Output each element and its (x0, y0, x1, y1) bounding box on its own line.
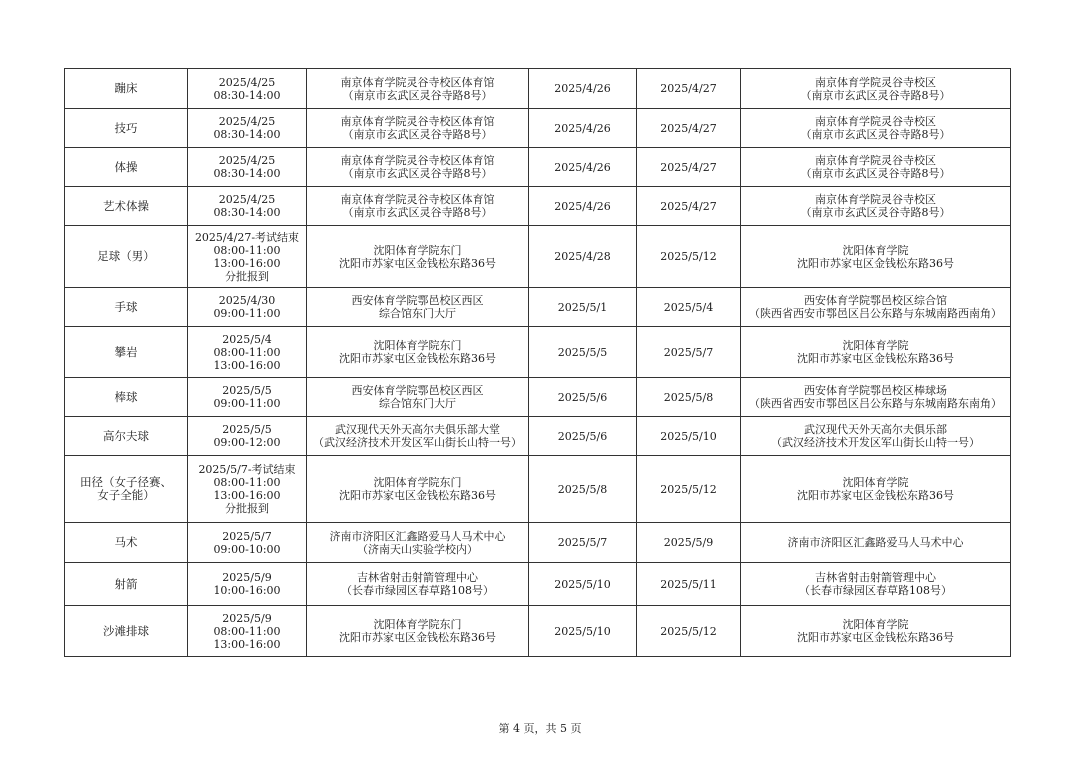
cell-line: 08:30-14:00 (213, 128, 281, 141)
checkin-venue-cell (741, 378, 1011, 417)
cell-line: 南京体育学院灵谷寺校区 (815, 75, 936, 89)
exam-time-cell (188, 187, 307, 226)
arrival-date-cell (529, 288, 637, 327)
schedule-body (65, 69, 1011, 657)
schedule-table (64, 68, 1011, 657)
event-cell (65, 523, 188, 563)
arrival-date-cell (529, 187, 637, 226)
cell-line: （长春市绿园区春草路108号） (799, 584, 952, 597)
cell-line: 沈阳体育学院东门 (373, 339, 462, 352)
cell-line: 2025/4/25 (218, 75, 276, 89)
cell-line: 技巧 (114, 120, 138, 135)
end-date-cell (637, 288, 741, 327)
exam-venue-cell (307, 226, 529, 288)
exam-venue-cell (307, 327, 529, 378)
end-date-cell (637, 378, 741, 417)
cell-line: （陕西省西安市鄠邑区吕公东路与东城南路东南角） (749, 397, 1002, 410)
cell-text: 2025/5/11 (660, 577, 717, 591)
cell-line: 10:00-16:00 (213, 584, 281, 597)
checkin-venue-cell (741, 456, 1011, 523)
checkin-venue-cell (741, 563, 1011, 606)
cell-line: （南京市玄武区灵谷寺路8号） (342, 88, 493, 102)
cell-line: 2025/5/7 (222, 529, 272, 543)
cell-line: 艺术体操 (103, 198, 149, 213)
cell-line: 济南市济阳区汇鑫路爱马人马术中心 (787, 536, 964, 549)
exam-venue-cell (307, 456, 529, 523)
cell-line: 沈阳市苏家屯区金钱松东路36号 (339, 352, 496, 365)
cell-line: （济南天山实验学校内） (357, 542, 478, 556)
cell-line: 2025/5/4 (222, 332, 272, 346)
cell-line: 棒球 (114, 389, 138, 404)
exam-time-cell (188, 109, 307, 148)
exam-venue-cell (307, 69, 529, 109)
end-date-cell (637, 327, 741, 378)
cell-line: 09:00-12:00 (213, 436, 281, 449)
cell-text: 2025/4/26 (554, 199, 611, 213)
cell-text: 2025/4/26 (554, 82, 611, 95)
cell-line: 武汉现代天外天高尔夫俱乐部 (804, 423, 947, 436)
cell-line: 田径（女子径赛、 (80, 475, 172, 489)
arrival-date-cell (529, 456, 637, 523)
exam-venue-cell (307, 378, 529, 417)
exam-time-cell (188, 69, 307, 109)
end-date-cell (637, 456, 741, 523)
cell-line: （南京市玄武区灵谷寺路8号） (342, 206, 493, 219)
cell-line: 女子全能） (97, 488, 155, 502)
arrival-date-cell (529, 69, 637, 109)
checkin-venue-cell (741, 523, 1011, 563)
page-footer: 第 4 页，共 5 页 (498, 722, 582, 735)
table-row (65, 327, 1011, 378)
event-cell (65, 288, 188, 327)
cell-line: （南京市玄武区灵谷寺路8号） (800, 167, 951, 180)
arrival-date-cell (529, 606, 637, 657)
cell-line: 南京体育学院灵谷寺校区 (815, 115, 936, 128)
cell-line: 09:00-10:00 (213, 542, 281, 556)
end-date-cell (637, 226, 741, 288)
cell-line: 蹦床 (114, 81, 138, 95)
cell-line: 手球 (114, 299, 138, 314)
cell-line: 综合馆东门大厅 (379, 307, 456, 320)
cell-line: 西安体育学院鄠邑校区西区 (351, 294, 484, 307)
exam-venue-cell (307, 563, 529, 606)
cell-text: 2025/5/7 (663, 345, 714, 359)
exam-venue-cell (307, 523, 529, 563)
exam-time-cell (188, 378, 307, 417)
event-cell (65, 148, 188, 187)
cell-line: 体操 (114, 159, 138, 174)
arrival-date-cell (529, 523, 637, 563)
cell-line: 南京体育学院灵谷寺校区 (815, 154, 936, 167)
event-cell (65, 417, 188, 456)
cell-text: 2025/5/7 (557, 536, 608, 549)
checkin-venue-cell (741, 327, 1011, 378)
cell-line: 高尔夫球 (103, 428, 149, 443)
cell-line: 射箭 (114, 576, 138, 591)
table-row (65, 69, 1011, 109)
cell-line: 南京体育学院灵谷寺校区体育馆 (340, 115, 495, 128)
end-date-cell (637, 563, 741, 606)
event-cell (65, 606, 188, 657)
cell-line: （南京市玄武区灵谷寺路8号） (800, 206, 951, 219)
table-row (65, 226, 1011, 288)
cell-line: （南京市玄武区灵谷寺路8号） (342, 128, 493, 141)
cell-text: 2025/5/4 (663, 300, 714, 314)
table-row (65, 606, 1011, 657)
cell-line: 08:30-14:00 (213, 167, 281, 180)
cell-line: 09:00-11:00 (213, 307, 281, 320)
end-date-cell (637, 148, 741, 187)
cell-line: 南京体育学院灵谷寺校区体育馆 (340, 154, 495, 167)
table-row (65, 378, 1011, 417)
cell-line: 2025/5/5 (222, 423, 272, 436)
cell-line: 攀岩 (114, 344, 138, 359)
table-row (65, 456, 1011, 523)
cell-line: 吉林省射击射箭管理中心 (357, 571, 478, 584)
cell-line: 南京体育学院灵谷寺校区 (815, 193, 936, 206)
event-cell (65, 563, 188, 606)
exam-time-cell (188, 606, 307, 657)
end-date-cell (637, 69, 741, 109)
cell-line: 沙滩排球 (103, 623, 149, 638)
cell-line: 南京体育学院灵谷寺校区体育馆 (340, 75, 495, 89)
cell-text: 2025/5/6 (557, 390, 608, 404)
checkin-venue-cell (741, 226, 1011, 288)
checkin-venue-cell (741, 606, 1011, 657)
cell-line: 分批报到 (225, 269, 269, 283)
exam-time-cell (188, 148, 307, 187)
table-row (65, 563, 1011, 606)
exam-venue-cell (307, 187, 529, 226)
cell-line: 2025/4/25 (218, 115, 276, 128)
exam-venue-cell (307, 417, 529, 456)
cell-line: 09:00-11:00 (213, 397, 281, 410)
cell-line: （南京市玄武区灵谷寺路8号） (342, 167, 493, 180)
cell-line: 13:00-16:00 (213, 256, 281, 270)
arrival-date-cell (529, 327, 637, 378)
cell-line: 08:30-14:00 (213, 206, 281, 219)
cell-text: 2025/4/28 (554, 250, 611, 263)
event-cell (65, 327, 188, 378)
checkin-venue-cell (741, 187, 1011, 226)
end-date-cell (637, 417, 741, 456)
cell-text: 2025/4/27 (660, 121, 717, 135)
cell-line: 2025/5/5 (222, 384, 272, 397)
end-date-cell (637, 109, 741, 148)
checkin-venue-cell (741, 69, 1011, 109)
cell-line: 沈阳体育学院 (842, 618, 909, 631)
arrival-date-cell (529, 563, 637, 606)
cell-line: 2025/4/27-考试结束 (194, 230, 300, 244)
cell-line: 沈阳体育学院东门 (373, 618, 462, 631)
cell-line: 13:00-16:00 (213, 637, 281, 651)
cell-line: （武汉经济技术开发区军山街长山特一号） (771, 436, 980, 449)
table-row (65, 288, 1011, 327)
event-cell (65, 226, 188, 288)
cell-line: （南京市玄武区灵谷寺路8号） (800, 128, 951, 141)
event-cell (65, 378, 188, 417)
cell-text: 2025/5/1 (557, 300, 608, 314)
cell-text: 2025/5/10 (554, 624, 611, 638)
exam-venue-cell (307, 148, 529, 187)
event-cell (65, 109, 188, 148)
cell-line: 2025/5/9 (222, 571, 272, 584)
cell-line: 08:00-11:00 (213, 624, 281, 638)
cell-text: 2025/5/5 (557, 345, 608, 359)
event-cell (65, 69, 188, 109)
exam-time-cell (188, 417, 307, 456)
cell-line: 08:30-14:00 (213, 88, 281, 102)
exam-venue-cell (307, 109, 529, 148)
end-date-cell (637, 523, 741, 563)
cell-text: 2025/5/6 (557, 429, 608, 443)
cell-text: 2025/4/27 (660, 82, 717, 95)
cell-text: 2025/5/8 (557, 482, 608, 496)
cell-line: 2025/5/9 (222, 611, 272, 625)
cell-text: 2025/5/10 (660, 429, 717, 443)
checkin-venue-cell (741, 109, 1011, 148)
exam-time-cell (188, 226, 307, 288)
cell-line: 沈阳市苏家屯区金钱松东路36号 (797, 256, 954, 270)
cell-line: 沈阳市苏家屯区金钱松东路36号 (339, 256, 496, 270)
cell-line: 西安体育学院鄠邑校区西区 (351, 384, 484, 397)
cell-line: 08:00-11:00 (213, 476, 281, 489)
cell-line: 分批报到 (225, 502, 269, 515)
cell-line: （长春市绿园区春草路108号） (341, 584, 494, 597)
cell-line: 08:00-11:00 (213, 345, 281, 359)
table-row (65, 523, 1011, 563)
arrival-date-cell (529, 109, 637, 148)
arrival-date-cell (529, 378, 637, 417)
event-cell (65, 187, 188, 226)
end-date-cell (637, 606, 741, 657)
table-row (65, 148, 1011, 187)
cell-text: 2025/5/8 (663, 390, 714, 404)
checkin-venue-cell (741, 288, 1011, 327)
cell-line: 沈阳市苏家屯区金钱松东路36号 (797, 631, 954, 644)
cell-line: （陕西省西安市鄠邑区吕公东路与东城南路西南角） (749, 307, 1002, 320)
cell-text: 2025/4/27 (660, 160, 717, 174)
cell-text: 2025/5/10 (554, 577, 611, 591)
cell-line: 13:00-16:00 (213, 489, 281, 502)
table-row (65, 187, 1011, 226)
exam-time-cell (188, 563, 307, 606)
cell-line: 西安体育学院鄠邑校区综合馆 (804, 294, 947, 307)
cell-line: 沈阳市苏家屯区金钱松东路36号 (797, 352, 954, 365)
cell-text: 2025/5/9 (663, 536, 714, 549)
cell-line: 2025/5/7-考试结束 (198, 463, 296, 476)
checkin-venue-cell (741, 148, 1011, 187)
cell-text: 2025/5/12 (660, 624, 717, 638)
cell-line: 吉林省射击射箭管理中心 (815, 571, 936, 584)
cell-line: 沈阳体育学院 (842, 476, 909, 489)
table-row (65, 417, 1011, 456)
exam-venue-cell (307, 288, 529, 327)
cell-line: （武汉经济技术开发区军山街长山特一号） (313, 436, 522, 449)
cell-line: 足球（男） (97, 249, 155, 263)
end-date-cell (637, 187, 741, 226)
cell-line: 2025/4/25 (218, 154, 276, 167)
cell-line: （南京市玄武区灵谷寺路8号） (800, 88, 951, 102)
cell-line: 沈阳体育学院 (842, 243, 909, 257)
cell-line: 沈阳体育学院东门 (373, 476, 462, 489)
table-row (65, 109, 1011, 148)
cell-line: 2025/4/25 (218, 193, 276, 206)
exam-time-cell (188, 288, 307, 327)
schedule-sheet (64, 68, 1010, 657)
cell-line: 综合馆东门大厅 (379, 397, 456, 410)
cell-line: 武汉现代天外天高尔夫俱乐部大堂 (335, 423, 500, 436)
cell-line: 沈阳市苏家屯区金钱松东路36号 (797, 489, 954, 502)
exam-time-cell (188, 456, 307, 523)
cell-line: 沈阳体育学院东门 (373, 243, 462, 257)
cell-line: 沈阳体育学院 (842, 339, 909, 352)
arrival-date-cell (529, 417, 637, 456)
cell-line: 沈阳市苏家屯区金钱松东路36号 (339, 489, 496, 502)
exam-time-cell (188, 327, 307, 378)
checkin-venue-cell (741, 417, 1011, 456)
cell-line: 13:00-16:00 (213, 358, 281, 372)
cell-line: 南京体育学院灵谷寺校区体育馆 (340, 193, 495, 206)
cell-text: 2025/5/12 (660, 250, 717, 263)
cell-line: 济南市济阳区汇鑫路爱马人马术中心 (329, 529, 506, 543)
cell-text: 2025/5/12 (660, 482, 717, 496)
cell-line: 2025/4/30 (218, 294, 276, 307)
cell-line: 08:00-11:00 (213, 243, 281, 257)
cell-line: 马术 (114, 535, 138, 549)
event-cell (65, 456, 188, 523)
cell-line: 西安体育学院鄠邑校区棒球场 (804, 384, 947, 397)
arrival-date-cell (529, 148, 637, 187)
cell-text: 2025/4/27 (660, 199, 717, 213)
exam-venue-cell (307, 606, 529, 657)
arrival-date-cell (529, 226, 637, 288)
exam-time-cell (188, 523, 307, 563)
cell-text: 2025/4/26 (554, 121, 611, 135)
cell-line: 沈阳市苏家屯区金钱松东路36号 (339, 631, 496, 644)
cell-text: 2025/4/26 (554, 160, 611, 174)
